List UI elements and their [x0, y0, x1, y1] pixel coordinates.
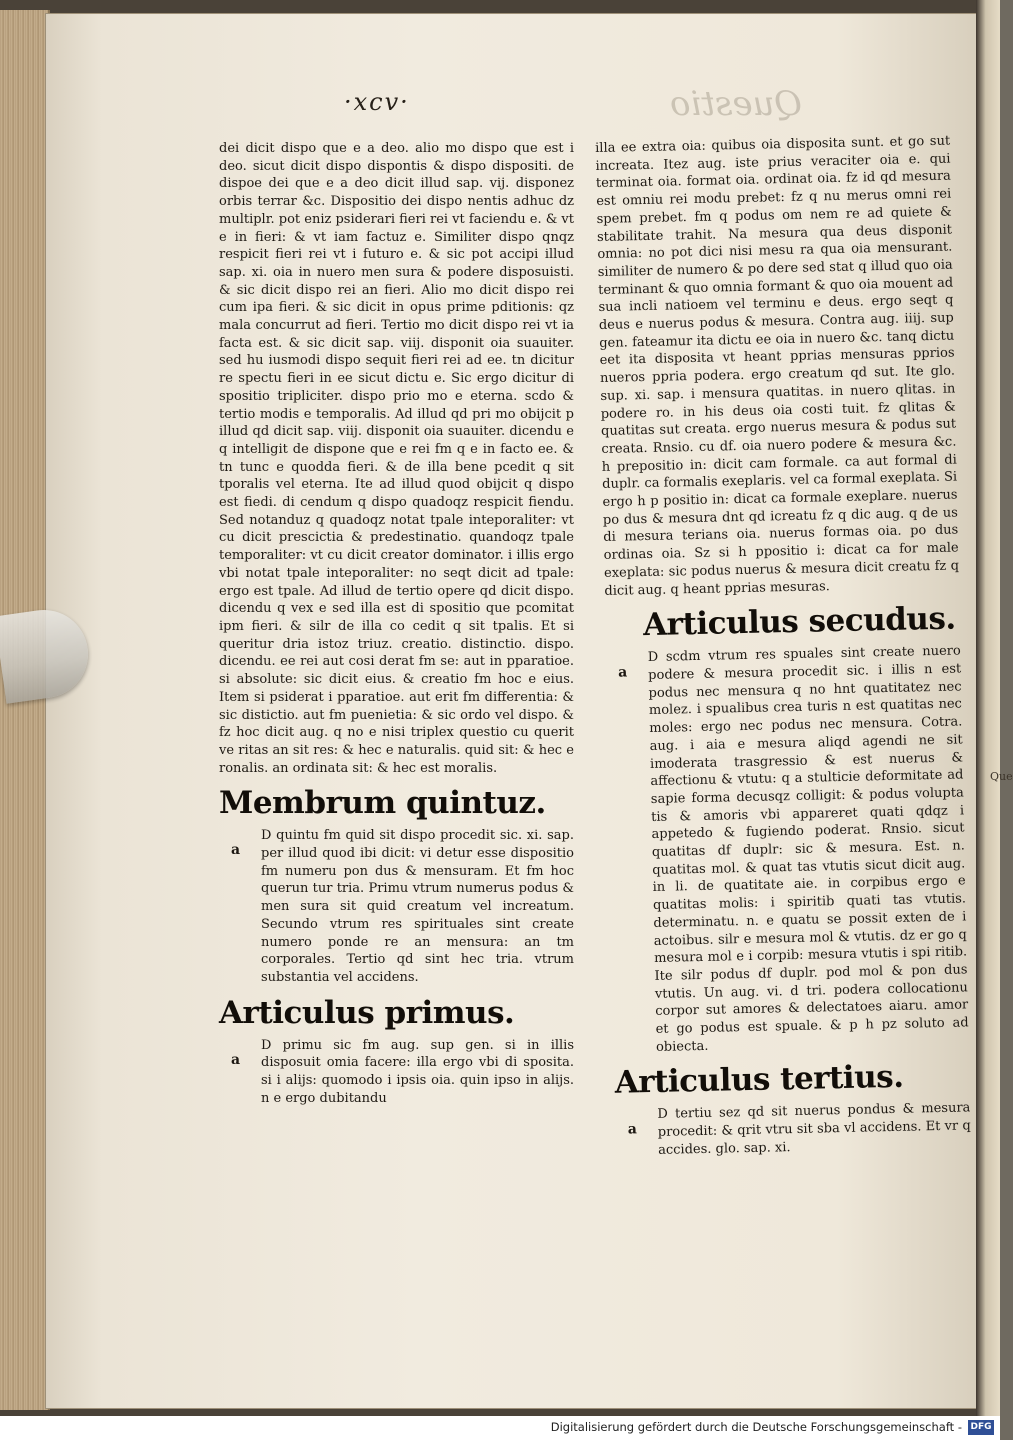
- section-heading: Articulus tertius.: [614, 1059, 904, 1102]
- paragraph: illa ee extra oia: quibus oia disposita sunt. et go sut increata. Itez aug. iste prius veraciter oia e. qui terminat oia. format oia. ordinat oia. fz id qd mesura est omniu rei modu prebet: fz q nu merus omni rei spem prebet. fm q podus om nem re ad quiete & stabilitate trahit. Na mesura qua deus disponit omnia: no pot dici nisi mesu ra qua oia mensurant. similiter de numero & po dere sed stat q illud quo oia terminant & quo omnia formant & quo oia mouent ad sua incli natioem vel terminu e deus. ergo seqt q deus e nuerus podus & mesura. Contra aug. iiij. sup gen. fateamur ita dictu ee oia in nuero &c. tanq dictu eet ita disposita vt heant pprias mensuras pprios nueros ppria podera. ergo creatum qd sut. Ite glo. sup. xi. sap. i mensura quatitas. in nuero qlitas. in podere ro. in his deus oia costi tuit. fz qlitas & quatitas sut creata. ergo nuerus mesura & podus sut creata. Rnsio. cu df. oia nuero podere & mesura &c. h prepositio in: dicit cam formale. ca aut formal di duplr. ca formalis exeplaris. vel ca formal exeplata. Si ergo h p positio in: dicat ca formale exeplare. nuerus po dus & mesura dnt qd icreatu fz q dic aug. q de us di mesura terians oia. nuerus formas oia. po dus ordinas oia. Sz si h ppositio i: dicat ca for male exeplata: sic podus nuerus & mesura dicit creatu fz q dicit aug. q heant pprias mesuras.: [595, 133, 960, 599]
- section-block: [615, 1100, 971, 1161]
- margin-marker: a: [231, 842, 241, 859]
- section-heading: Membrum quintuz.: [219, 785, 546, 822]
- paragraph: D scdm vtrum res spuales sint create nuero podere & mesura procedit sic. i illis n est podus nec mensura q no hnt quatitatez nec molez. i spualibus crea turis n est quatitas nec moles: ergo nec podus nec mensura. Cotra. aug. i aia e mesura aliqd agendi ne sit imoderata trasgressio & est nuerus & affectionu & vtutu: q a stulticie deformitate ad sapie forma decusqz colligit: & podus volupta tis & amoris vbi appareret quati qdqz i appetedo & fugiendo poderat. Rnsio. sicut quatitas df duplr: sic & mesura. Est. n. quatitas mol. & quat tas vtutis sicut dicit aug. in li. de quatitate aie. in corpibus ergo e quatitas molis: i spiritib quati tas vtutis. determinatu. n. e quatu se possit exten de i actoibus. silr e mesura mol & vtutis. dz er go q mesura mol e i corpib: mesura vtutis i spi ritib. Ite silr podus df duplr. pod mol & pon dus vtutis. Un aug. vi. d tri. podera collocationu corpor sut amores & delectatoes aiaru. amor et go podus est spuale. & p h pz soluto ad obiecta.: [647, 643, 969, 1055]
- footer-bar: [0, 1416, 1000, 1440]
- dfg-logo-icon: DFG: [968, 1420, 994, 1435]
- margin-marker: a: [617, 664, 628, 681]
- paragraph: D tertiu sez qd sit nuerus pondus & mesura procedit: & qrit vtru sit sba vl accidens. Et vr q accides. glo. sap. xi.: [657, 1100, 971, 1158]
- paragraph: dei dicit dispo que e a deo. alio mo dispo que est i deo. sicut dicit dispo dispontis & dispo dispositi. de dispoe dei que e a deo dicit illud sap. vij. disponez orbis terrar &c. Dispositio dei dispo nentis adhuc dz multiplr. pot eniz psiderari fieri rei vt faciendu e. & vt e in fieri: & vt iam factuz e. Similiter dispo qnqz respicit fieri rei vt i futuro e. & sic pot accipi illud sap. xi. oia in nuero men sura & podere disposuisti. & sic dicit dispo rei an fieri. Alio mo dicit dispo rei cum ipa fieri. & sic dicit in opus prime pditionis: qz mala concurrut ad fieri. Tertio mo dicit dispo rei vt ia facta est. & sic dicit sap. viij. disponit oia suauiter. sed hu iusmodi dispo sequit fieri rei ad ee. tn dicitur re spectu fieri in ee sicut dictu e. Sic ergo dicitur di spositio tripliciter. dispo prio mo e eterna. scdo & tertio modis e temporalis. Ad illud qd pri mo obijcit p illud qd dicit sap. viij. disponit oia suauiter. dicendu e q intelligit de dispone que e rei fm q e in facto ee. & tn tunc e quodda fieri. & de illa bene pcedit q sit tporalis vel eterna. Ite ad illud quod obijcit q dispo est fiedi. di cendum q dispo quadoqz respicit fiendu. Sed notanduz q quadoqz notat tpale inteporaliter: vt cu dicit prescictia & predestinatio. quandoqz tpale temporaliter: vt cu dicit creator dominator. i illis ergo vbi notat tpale inteporaliter: no seqt dicit ad tpale: ergo est tpale. Ad illud de tertio opere qd dicit dispo. dicendu q vex e sed illa est di spositio que pcomitat ipm fieri. & silr de illa co cedit q sit tpalis. Et si queritur dria istoz triuz. creatio. distinctio. dispo. dicendu. ee rei aut cosi derat fm se: aut in pparatioe. si absolute: sic dicit eius. & creatio fm hoc e eius. Item si psiderat i pparatioe. aut erit fm differentia: & sic distictio. aut fm puenietia: & sic ordo vel dispo. & fz hoc dicit aug. q no e nisi triplex questio cu querit ve ritas an sit res: & hec e naturalis. quid sit: & hec e ronalis. an ordinata sit: & hec est moralis.: [219, 141, 575, 776]
- book-page-edges: [0, 10, 50, 1410]
- left-text-column: [219, 140, 574, 1107]
- margin-marker: a: [231, 1051, 241, 1068]
- paragraph: D quintu fm quid sit dispo procedit sic. xi. sap. per illud quod ibi dicit: vi detur esse dispositio fm numeru pon dus & mensuram. Et fm hoc querun tur tria. Primu vtrum numerus podus & men sura sit quid creatum vel increatum. Secundo vtrum res spirituales sint create numero ponde re an mensura: an tm corporales. Tertio qd sint hec tria. vtrum substantia vel accidens.: [261, 828, 574, 985]
- section-block: [606, 643, 969, 1058]
- section-heading: Articulus primus.: [219, 994, 515, 1031]
- section-heading: Articulus secudus.: [642, 600, 956, 644]
- funding-credit: Digitalisierung gefördert durch die Deutsche Forschungsgemeinschaft -: [550, 1420, 962, 1434]
- section-block: [219, 1037, 574, 1108]
- margin-marker: a: [627, 1121, 637, 1138]
- right-text-column: [595, 133, 971, 1161]
- folio-number: ·xcv·: [344, 88, 410, 116]
- section-block: [219, 827, 574, 986]
- show-through-heading: Questio: [670, 84, 803, 124]
- facing-page-text: Que: [990, 770, 1013, 783]
- running-head: [310, 84, 830, 128]
- paragraph: D primu sic fm aug. sup gen. si in illis disposuit omia facere: illa ergo vbi di sposita. si i alijs: quomodo i ipsis oia. quin ipso in alijs. n e ergo dubitandu: [261, 1037, 574, 1106]
